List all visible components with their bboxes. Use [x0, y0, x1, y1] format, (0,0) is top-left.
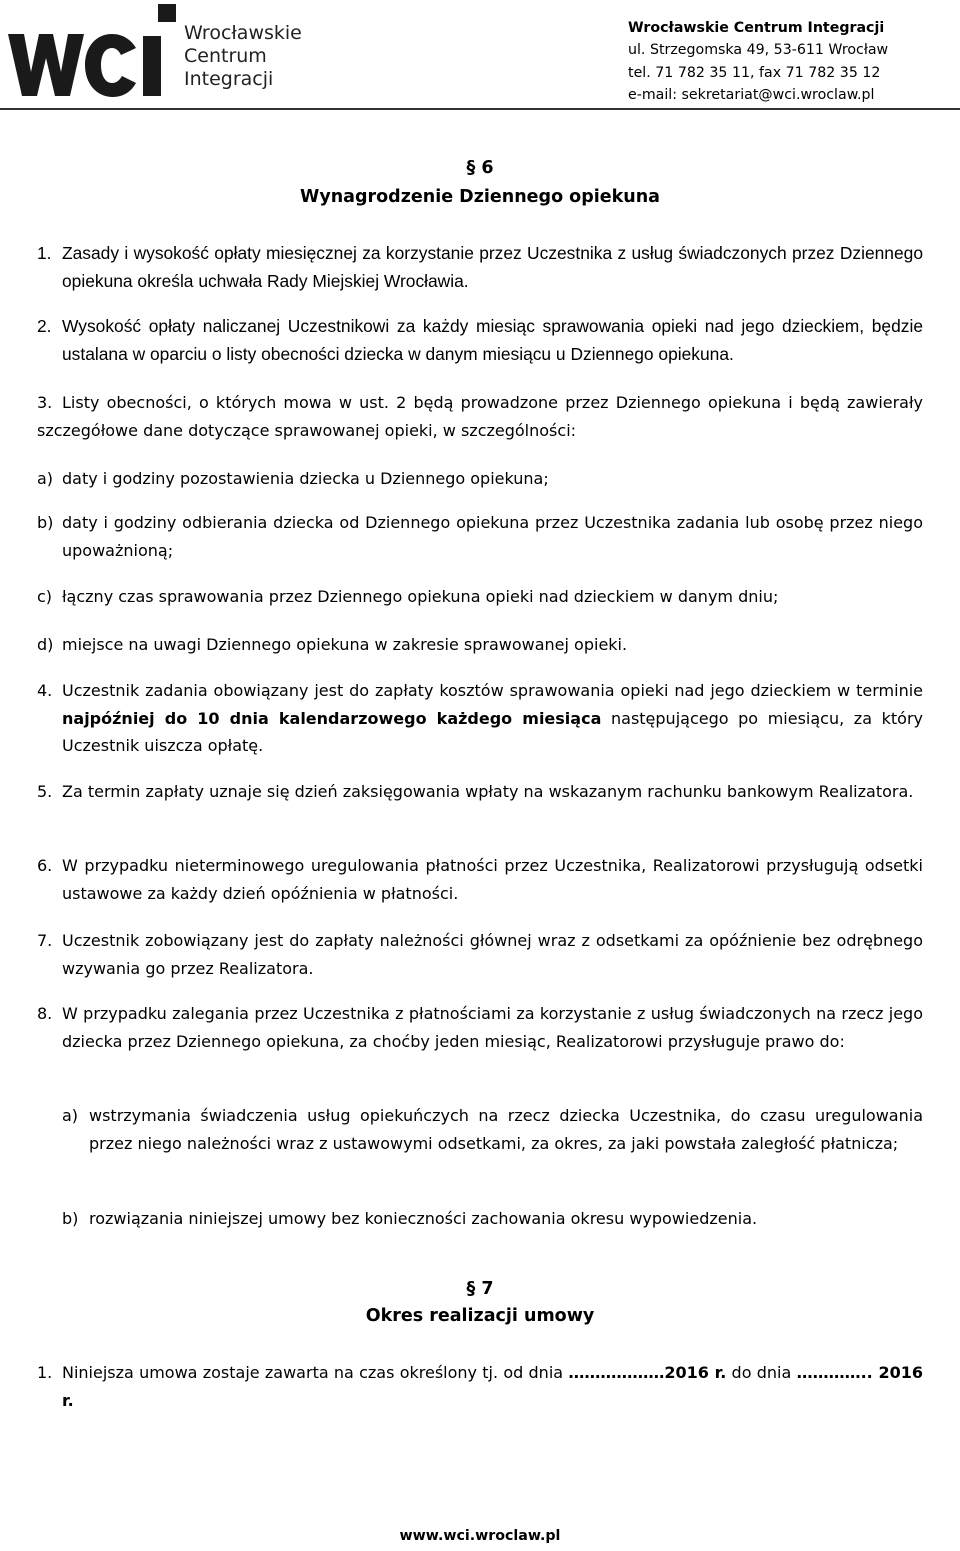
paragraph-text: Za termin zapłaty uznaje się dzień zaksięgowania wpłaty na wskazanym rachunku bankowym Realizatora. — [62, 782, 914, 801]
logo-line-3: Integracji — [184, 68, 274, 90]
list-letter: a) — [37, 469, 54, 488]
list-text: miejsce na uwagi Dziennego opiekuna w zakresie sprawowanej opieki. — [62, 635, 628, 654]
paragraph-6-5 — [37, 778, 923, 806]
org-phone: tel. 71 782 35 11, fax 71 782 35 12 — [628, 64, 881, 81]
list-item-6-8-a — [62, 1102, 923, 1157]
paragraph-number: 4. — [37, 681, 53, 700]
payment-deadline: najpóźniej do 10 dnia kalendarzowego każdego miesiąca — [62, 708, 602, 728]
paragraph-number: 1. — [37, 243, 52, 263]
list-item-6-3-c — [37, 583, 923, 611]
paragraph-text: W przypadku zalegania przez Uczestnika z płatnościami za korzystanie z usług świadczonych na rzecz jego dziecka przez Dziennego opiekuna, za choćby jeden miesiąc, Realizatorowi przysługuje prawo do: — [62, 1004, 923, 1051]
list-text: rozwiązania niniejszej umowy bez konieczności zachowania okresu wypowiedzenia. — [89, 1209, 758, 1228]
wci-logo-mark — [6, 4, 178, 104]
paragraph-number: 3. — [37, 393, 53, 412]
org-name: Wrocławskie Centrum Integracji — [628, 20, 885, 36]
list-text: daty i godziny odbierania dziecka od Dziennego opiekuna przez Uczestnika zadania lub osobę przez niego upoważnioną; — [62, 513, 923, 560]
letterhead — [0, 0, 960, 112]
paragraph-7-1 — [37, 1359, 923, 1414]
text-run: Niniejsza umowa zostaje zawarta na czas określony tj. od dnia — [62, 1363, 569, 1382]
list-letter: a) — [62, 1106, 79, 1125]
paragraph-6-7 — [37, 927, 923, 982]
list-item-6-8-b — [62, 1205, 923, 1233]
logo-line-1: Wrocławskie — [184, 22, 302, 44]
list-text: daty i godziny pozostawienia dziecka u Dziennego opiekuna; — [62, 469, 549, 488]
footer-url: www.wci.wroclaw.pl — [399, 1528, 561, 1544]
text-run: następującego po miesiącu, za który Uczestnik uiszcza opłatę. — [62, 708, 923, 755]
paragraph-6-6 — [37, 852, 923, 907]
paragraph-number: 2. — [37, 316, 52, 336]
list-letter: b) — [37, 513, 54, 532]
paragraph-text — [37, 1359, 923, 1414]
paragraph-text: Uczestnik zobowiązany jest do zapłaty należności głównej wraz z odsetkami za opóźnienie bez odrębnego wzywania go przez Realizatora. — [62, 931, 923, 978]
list-item-6-3-b — [37, 509, 923, 564]
contact-block — [628, 17, 928, 106]
logo-wordmark — [184, 22, 302, 91]
org-address: ul. Strzegomska 49, 53-611 Wrocław — [628, 42, 889, 59]
paragraph-text: Zasady i wysokość opłaty miesięcznej za korzystanie przez Uczestnika z usług świadczonych przez Dziennego opiekuna określa uchwała Rady Miejskiej Wrocławia. — [62, 243, 923, 291]
paragraph-6-2 — [37, 313, 923, 368]
section-6-number: § 6 — [466, 158, 494, 178]
paragraph-text: W przypadku nieterminowego uregulowania płatności przez Uczestnika, Realizatorowi przysługują odsetki ustawowe za każdy dzień opóźnienia w płatności. — [62, 856, 923, 903]
paragraph-number: 8. — [37, 1004, 53, 1023]
text-run: do dnia — [726, 1363, 797, 1382]
paragraph-number: 7. — [37, 931, 53, 950]
text-run: Uczestnik zadania obowiązany jest do zapłaty kosztów sprawowania opieki nad jego dzieckiem w terminie — [62, 681, 923, 700]
list-item-6-3-d — [37, 631, 923, 659]
paragraph-text: Wysokość opłaty naliczanej Uczestnikowi za każdy miesiąc sprawowania opieki nad jego dzieckiem, będzie ustalana w oparciu o listy obecności dziecka w danym miesiącu u Dziennego opiekuna. — [62, 316, 923, 364]
end-date-blank: ………….. 2016 r. — [62, 1363, 923, 1410]
header-divider — [0, 108, 960, 110]
list-letter: b) — [62, 1209, 79, 1228]
list-letter: d) — [37, 635, 54, 654]
section-6-title: Wynagrodzenie Dziennego opiekuna — [300, 187, 660, 207]
list-text: łączny czas sprawowania przez Dziennego opiekuna opieki nad dzieckiem w danym dniu; — [62, 587, 779, 606]
list-item-6-3-a — [37, 465, 923, 493]
start-date-blank: ………………2016 r. — [568, 1363, 727, 1382]
paragraph-number: 5. — [37, 782, 53, 801]
section-7-title: Okres realizacji umowy — [365, 1306, 595, 1326]
wci-logo — [6, 4, 306, 104]
list-letter: c) — [37, 587, 53, 606]
section-7-number: § 7 — [466, 1279, 494, 1299]
paragraph-text: Listy obecności, o których mowa w ust. 2 będą prowadzone przez Dziennego opiekuna i będą zawierały szczegółowe dane dotyczące sprawowanej opieki, w szczególności: — [37, 393, 923, 440]
paragraph-number: 6. — [37, 856, 53, 875]
org-email: e-mail: sekretariat@wci.wroclaw.pl — [628, 86, 875, 103]
paragraph-6-4 — [37, 677, 923, 760]
paragraph-6-1 — [37, 240, 923, 295]
list-text: wstrzymania świadczenia usług opiekuńczych na rzecz dziecka Uczestnika, do czasu uregulowania przez niego należności wraz z ustawowymi odsetkami, za okres, za jaki powstała zaległość płatnicza; — [89, 1106, 923, 1153]
logo-line-2: Centrum — [184, 45, 267, 67]
paragraph-text — [37, 677, 923, 760]
paragraph-6-8 — [37, 1000, 923, 1055]
paragraph-6-3 — [37, 389, 923, 444]
paragraph-number: 1. — [37, 1363, 53, 1382]
